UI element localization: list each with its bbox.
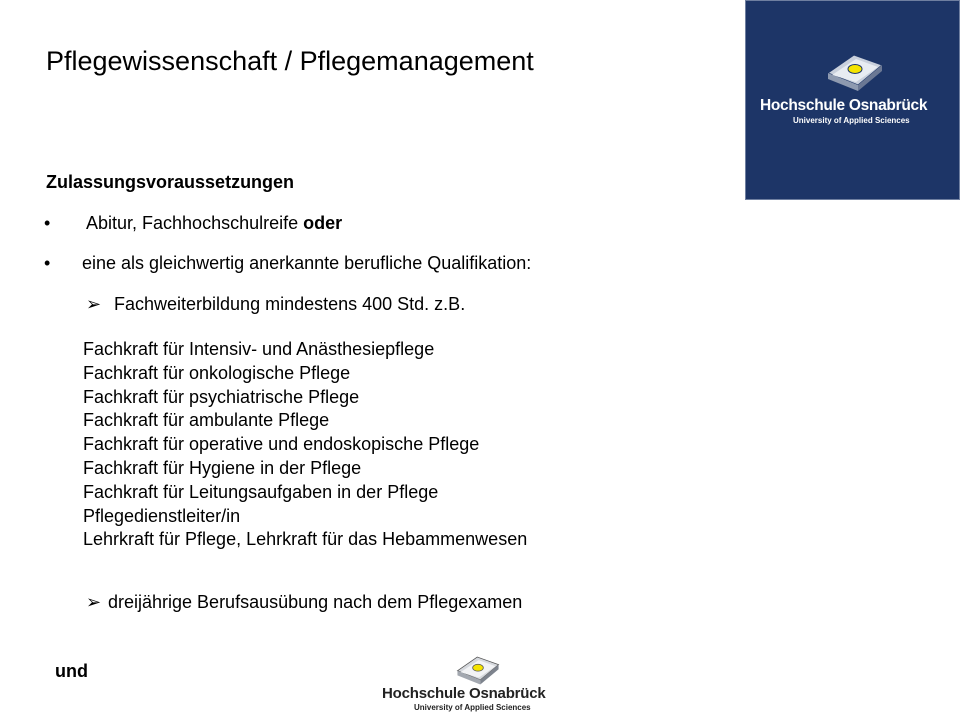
bullet-text: eine als gleichwertig anerkannte berufliche Qualifikation:	[82, 253, 532, 273]
list-item: Fachkraft für ambulante Pflege	[83, 410, 330, 431]
university-emblem-icon	[824, 51, 886, 93]
closing-conjunction: und	[55, 661, 88, 681]
list-item: Fachkraft für psychiatrische Pflege	[83, 386, 360, 407]
university-logo	[745, 0, 960, 200]
list-item: Fachkraft für Hygiene in der Pflege	[83, 457, 362, 478]
bullet-marker: •	[44, 213, 51, 233]
list-item: Pflegedienstleiter/in	[83, 505, 241, 526]
logo-university-name: Hochschule Osnabrück	[760, 97, 928, 114]
section-heading: Zulassungsvoraussetzungen	[46, 172, 295, 192]
list-item: Lehrkraft für Pflege, Lehrkraft für das Hebammenwesen	[83, 529, 528, 550]
university-emblem-icon	[452, 654, 504, 686]
list-item: Fachkraft für operative und endoskopische Pflege	[83, 434, 480, 455]
bullet-text: Abitur, Fachhochschulreife oder	[86, 213, 343, 233]
footer-university-subtitle: University of Applied Sciences	[414, 703, 531, 712]
sub-bullet-text: dreijährige Berufsausübung nach dem Pflegexamen	[108, 592, 523, 612]
footer-university-name: Hochschule Osnabrück	[382, 685, 546, 702]
sub-bullet-text: Fachweiterbildung mindestens 400 Std. z.B.	[114, 294, 466, 314]
slide-title: Pflegewissenschaft / Pflegemanagement	[46, 46, 534, 76]
qualification-list	[83, 338, 527, 552]
bullet-emphasis: oder	[303, 213, 343, 233]
list-item: Fachkraft für onkologische Pflege	[83, 362, 351, 383]
arrow-bullet-icon: ➢	[86, 592, 102, 612]
footer-logo	[380, 648, 580, 720]
bullet-marker: •	[44, 253, 51, 273]
list-item: Fachkraft für Leitungsaufgaben in der Pflege	[83, 481, 439, 502]
list-item: Fachkraft für Intensiv- und Anästhesiepflege	[83, 339, 435, 359]
logo-university-subtitle: University of Applied Sciences	[793, 116, 910, 125]
arrow-bullet-icon: ➢	[86, 294, 102, 314]
